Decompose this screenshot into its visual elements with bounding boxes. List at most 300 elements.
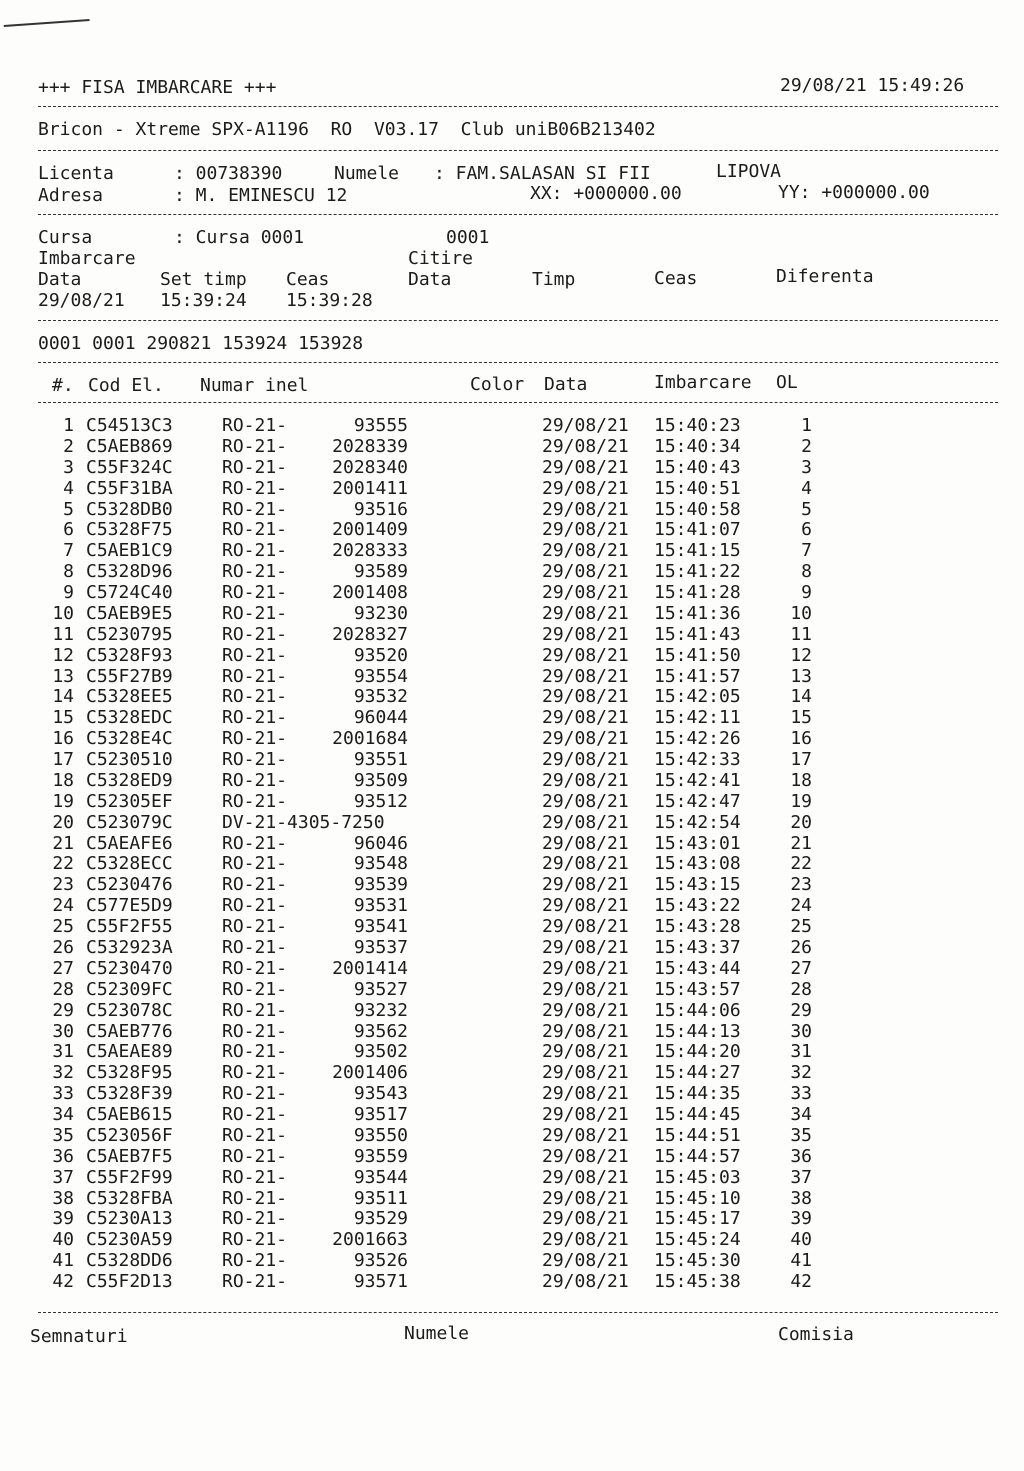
data-value: 29/08/21: [38, 290, 125, 311]
table-row: [0, 770, 1024, 791]
row-cod-el: C523079C: [86, 812, 173, 833]
row-index: 38: [52, 1188, 74, 1209]
row-ol: 27: [790, 958, 812, 979]
row-cod-el: C5230470: [86, 958, 173, 979]
row-cod-el: C54513C3: [86, 415, 173, 436]
row-date: 29/08/21: [542, 1000, 629, 1021]
row-ol: 42: [790, 1271, 812, 1292]
row-index: 10: [52, 603, 74, 624]
row-cod-el: C5328F75: [86, 519, 173, 540]
row-date: 29/08/21: [542, 1104, 629, 1125]
row-ring-number: 2001414: [332, 958, 408, 979]
row-cod-el: C523078C: [86, 1000, 173, 1021]
table-row: [0, 791, 1024, 812]
row-boarding-time: 15:43:22: [654, 895, 741, 916]
row-date: 29/08/21: [542, 1041, 629, 1062]
row-ol: 14: [790, 686, 812, 707]
row-cod-el: C5328D96: [86, 561, 173, 582]
row-boarding-time: 15:43:01: [654, 833, 741, 854]
row-ol: 15: [790, 707, 812, 728]
table-row: [0, 958, 1024, 979]
row-cod-el: C5328F93: [86, 645, 173, 666]
row-date: 29/08/21: [542, 1229, 629, 1250]
coord-xx: XX: +000000.00: [530, 183, 682, 204]
table-row: [0, 1021, 1024, 1042]
row-ring-number: 93529: [353, 1208, 408, 1229]
row-date: 29/08/21: [542, 645, 629, 666]
row-ring-number: 93517: [353, 1104, 408, 1125]
row-ring-prefix: RO-21-: [222, 937, 288, 958]
row-date: 29/08/21: [542, 1188, 629, 1209]
row-ol: 6: [801, 519, 812, 540]
table-row: [0, 436, 1024, 457]
row-cod-el: C5230795: [86, 624, 173, 645]
row-ol: 16: [790, 728, 812, 749]
row-cod-el: C55F2F55: [86, 916, 173, 937]
numele-label: Numele: [334, 163, 400, 184]
row-ring-number: 2001409: [332, 519, 408, 540]
row-ring-prefix: RO-21-: [222, 666, 288, 687]
row-ring-prefix: RO-21-: [222, 916, 288, 937]
row-date: 29/08/21: [542, 540, 629, 561]
table-row: [0, 1125, 1024, 1146]
row-ring-number: 93516: [353, 499, 408, 520]
row-ring-prefix: RO-21-: [222, 1250, 288, 1271]
row-date: 29/08/21: [542, 874, 629, 895]
row-index: 19: [52, 791, 74, 812]
row-index: 13: [52, 666, 74, 687]
row-date: 29/08/21: [542, 958, 629, 979]
table-row: [0, 1062, 1024, 1083]
row-ring-number: 93554: [353, 666, 408, 687]
table-row: [0, 707, 1024, 728]
row-boarding-time: 15:41:28: [654, 582, 741, 603]
row-date: 29/08/21: [542, 624, 629, 645]
adresa-value: : M. EMINESCU 12: [174, 185, 348, 206]
row-ring-prefix: RO-21-: [222, 958, 288, 979]
row-ring-prefix: RO-21-: [222, 1062, 288, 1083]
cursa-label: Cursa: [38, 227, 93, 248]
row-cod-el: C55F27B9: [86, 666, 173, 687]
row-date: 29/08/21: [542, 1083, 629, 1104]
row-boarding-time: 15:41:43: [654, 624, 741, 645]
row-date: 29/08/21: [542, 707, 629, 728]
row-boarding-time: 15:42:11: [654, 707, 741, 728]
row-cod-el: C532923A: [86, 937, 173, 958]
table-row: [0, 561, 1024, 582]
owner-city: LIPOVA: [716, 161, 782, 182]
row-cod-el: C5230476: [86, 874, 173, 895]
row-index: 16: [52, 728, 74, 749]
row-index: 24: [52, 895, 74, 916]
row-date: 29/08/21: [542, 666, 629, 687]
row-date: 29/08/21: [542, 1250, 629, 1271]
row-index: 5: [63, 499, 74, 520]
row-date: 29/08/21: [542, 1271, 629, 1292]
row-cod-el: C5328F39: [86, 1083, 173, 1104]
row-date: 29/08/21: [542, 1062, 629, 1083]
row-ring-prefix: RO-21-: [222, 499, 288, 520]
row-ring-prefix: RO-21-: [222, 582, 288, 603]
row-ring-prefix: RO-21-: [222, 603, 288, 624]
row-boarding-time: 15:44:06: [654, 1000, 741, 1021]
row-cod-el: C52309FC: [86, 979, 173, 1000]
row-index: 12: [52, 645, 74, 666]
licenta-label: Licenta: [38, 163, 114, 184]
coord-yy: YY: +000000.00: [778, 182, 930, 203]
row-ring-prefix: RO-21-: [222, 457, 288, 478]
row-cod-el: C55F31BA: [86, 478, 173, 499]
row-ol: 32: [790, 1062, 812, 1083]
row-ring-number: 93532: [353, 686, 408, 707]
row-ring-prefix: RO-21-: [222, 1083, 288, 1104]
row-index: 27: [52, 958, 74, 979]
row-cod-el: C5328EDC: [86, 707, 173, 728]
table-row: [0, 874, 1024, 895]
table-row: [0, 582, 1024, 603]
row-ring-number: 93502: [353, 1041, 408, 1062]
row-ol: 20: [790, 812, 812, 833]
row-date: 29/08/21: [542, 1146, 629, 1167]
table-row: [0, 833, 1024, 854]
row-ring-prefix: RO-21-: [222, 1125, 288, 1146]
row-cod-el: C523056F: [86, 1125, 173, 1146]
row-cod-el: C5AEAFE6: [86, 833, 173, 854]
row-cod-el: C5328DB0: [86, 499, 173, 520]
row-boarding-time: 15:43:15: [654, 874, 741, 895]
row-index: 40: [52, 1229, 74, 1250]
row-ol: 24: [790, 895, 812, 916]
row-ol: 12: [790, 645, 812, 666]
row-index: 29: [52, 1000, 74, 1021]
row-ol: 23: [790, 874, 812, 895]
row-date: 29/08/21: [542, 478, 629, 499]
footer-semnaturi: Semnaturi: [30, 1326, 128, 1347]
row-ring-number: 96044: [353, 707, 408, 728]
ceas-label: Ceas: [286, 269, 330, 290]
col-header-imbarcare: Imbarcare: [654, 372, 752, 393]
row-cod-el: C5230A59: [86, 1229, 173, 1250]
table-row: [0, 1188, 1024, 1209]
table-row: [0, 1208, 1024, 1229]
row-ol: 13: [790, 666, 812, 687]
row-boarding-time: 15:45:03: [654, 1167, 741, 1188]
set-timp-label: Set timp: [160, 269, 247, 290]
table-row: [0, 457, 1024, 478]
row-date: 29/08/21: [542, 770, 629, 791]
table-row: [0, 1104, 1024, 1125]
row-index: 36: [52, 1146, 74, 1167]
row-index: 2: [63, 436, 74, 457]
row-date: 29/08/21: [542, 1167, 629, 1188]
row-index: 17: [52, 749, 74, 770]
row-boarding-time: 15:45:10: [654, 1188, 741, 1209]
row-boarding-time: 15:40:43: [654, 457, 741, 478]
row-ring-number: 93544: [353, 1167, 408, 1188]
row-cod-el: C5AEAE89: [86, 1041, 173, 1062]
row-ring-prefix: RO-21-: [222, 874, 288, 895]
table-row: [0, 1229, 1024, 1250]
row-cod-el: C5328ED9: [86, 770, 173, 791]
row-index: 23: [52, 874, 74, 895]
code-line: 0001 0001 290821 153924 153928: [38, 333, 364, 354]
row-ol: 35: [790, 1125, 812, 1146]
row-ring-prefix: RO-21-: [222, 624, 288, 645]
row-ring-prefix: RO-21-: [222, 1021, 288, 1042]
row-index: 20: [52, 812, 74, 833]
row-boarding-time: 15:42:26: [654, 728, 741, 749]
row-index: 37: [52, 1167, 74, 1188]
row-index: 7: [63, 540, 74, 561]
adresa-label: Adresa: [38, 185, 104, 206]
print-timestamp: 29/08/21 15:49:26: [780, 75, 965, 96]
row-date: 29/08/21: [542, 519, 629, 540]
citire-data-label: Data: [408, 269, 452, 290]
row-ring-prefix: RO-21-: [222, 707, 288, 728]
row-ol: 22: [790, 853, 812, 874]
row-cod-el: C577E5D9: [86, 895, 173, 916]
row-ol: 18: [790, 770, 812, 791]
row-cod-el: C5AEB9E5: [86, 603, 173, 624]
row-index: 14: [52, 686, 74, 707]
row-ol: 38: [790, 1188, 812, 1209]
row-date: 29/08/21: [542, 415, 629, 436]
col-header-data: Data: [544, 374, 588, 395]
separator-line: [38, 214, 998, 215]
row-ol: 10: [790, 603, 812, 624]
row-boarding-time: 15:44:20: [654, 1041, 741, 1062]
col-header-color: Color: [470, 374, 525, 395]
row-ring-number: 2001406: [332, 1062, 408, 1083]
row-cod-el: C5328F95: [86, 1062, 173, 1083]
cursa-code: 0001: [446, 227, 490, 248]
row-boarding-time: 15:45:38: [654, 1271, 741, 1292]
row-ring-number: 2028339: [332, 436, 408, 457]
row-ring-number: 2001663: [332, 1229, 408, 1250]
row-cod-el: C55F324C: [86, 457, 173, 478]
row-boarding-time: 15:41:36: [654, 603, 741, 624]
row-index: 31: [52, 1041, 74, 1062]
row-index: 26: [52, 937, 74, 958]
row-date: 29/08/21: [542, 1208, 629, 1229]
footer-comisia: Comisia: [778, 1324, 854, 1345]
row-index: 34: [52, 1104, 74, 1125]
row-ol: 9: [801, 582, 812, 603]
row-cod-el: C55F2D13: [86, 1271, 173, 1292]
row-ring-number: 2001684: [332, 728, 408, 749]
row-ring-number: 93548: [353, 853, 408, 874]
row-index: 1: [63, 415, 74, 436]
row-index: 9: [63, 582, 74, 603]
row-index: 28: [52, 979, 74, 1000]
col-header-inel: Numar inel: [200, 375, 309, 396]
row-cod-el: C5AEB615: [86, 1104, 173, 1125]
table-row: [0, 478, 1024, 499]
separator-line: [38, 150, 998, 151]
row-index: 21: [52, 833, 74, 854]
row-date: 29/08/21: [542, 749, 629, 770]
row-ring-number: 93232: [353, 1000, 408, 1021]
footer-numele: Numele: [404, 1323, 470, 1344]
row-date: 29/08/21: [542, 1021, 629, 1042]
row-index: 33: [52, 1083, 74, 1104]
row-ring-number: 93543: [353, 1083, 408, 1104]
row-boarding-time: 15:44:13: [654, 1021, 741, 1042]
row-ring-prefix: RO-21-: [222, 519, 288, 540]
row-ol: 17: [790, 749, 812, 770]
row-ol: 26: [790, 937, 812, 958]
diferenta-label: Diferenta: [776, 266, 874, 287]
row-ring-number: 2028333: [332, 540, 408, 561]
row-ol: 21: [790, 833, 812, 854]
row-ol: 1: [801, 415, 812, 436]
data-label: Data: [38, 269, 82, 290]
imbarcare-label: Imbarcare: [38, 248, 136, 269]
row-cod-el: C5230A13: [86, 1208, 173, 1229]
row-ol: 19: [790, 791, 812, 812]
row-ring-number: 93550: [353, 1125, 408, 1146]
table-row: [0, 895, 1024, 916]
row-boarding-time: 15:40:34: [654, 436, 741, 457]
row-boarding-time: 15:41:15: [654, 540, 741, 561]
row-boarding-time: 15:45:17: [654, 1208, 741, 1229]
col-header-ol: OL: [776, 372, 798, 393]
row-date: 29/08/21: [542, 937, 629, 958]
row-boarding-time: 15:41:57: [654, 666, 741, 687]
row-ring-prefix: RO-21-: [222, 1146, 288, 1167]
row-index: 8: [63, 561, 74, 582]
row-ol: 3: [801, 457, 812, 478]
row-ring-prefix: RO-21-: [222, 1104, 288, 1125]
row-date: 29/08/21: [542, 499, 629, 520]
row-boarding-time: 15:40:58: [654, 499, 741, 520]
row-boarding-time: 15:43:57: [654, 979, 741, 1000]
row-index: 11: [52, 624, 74, 645]
row-index: 42: [52, 1271, 74, 1292]
row-cod-el: C55F2F99: [86, 1167, 173, 1188]
row-cod-el: C5AEB869: [86, 436, 173, 457]
row-ring-number: 93526: [353, 1250, 408, 1271]
row-ring-prefix: RO-21-: [222, 436, 288, 457]
table-row: [0, 916, 1024, 937]
numele-value: : FAM.SALASAN SI FII: [434, 163, 651, 184]
row-ring-number: 93559: [353, 1146, 408, 1167]
row-ring-prefix: RO-21-: [222, 1000, 288, 1021]
row-ring-prefix: RO-21-: [222, 561, 288, 582]
row-index: 4: [63, 478, 74, 499]
row-cod-el: C52305EF: [86, 791, 173, 812]
row-index: 41: [52, 1250, 74, 1271]
table-row: [0, 812, 1024, 833]
table-row: [0, 1250, 1024, 1271]
row-ring-prefix: RO-21-: [222, 415, 288, 436]
row-ring-prefix: RO-21-: [222, 540, 288, 561]
row-cod-el: C5328DD6: [86, 1250, 173, 1271]
row-boarding-time: 15:45:30: [654, 1250, 741, 1271]
row-boarding-time: 15:44:27: [654, 1062, 741, 1083]
row-date: 29/08/21: [542, 979, 629, 1000]
row-ring-prefix: RO-21-: [222, 1271, 288, 1292]
row-boarding-time: 15:42:47: [654, 791, 741, 812]
row-ol: 33: [790, 1083, 812, 1104]
table-row: [0, 979, 1024, 1000]
table-row: [0, 499, 1024, 520]
cursa-value: : Cursa 0001: [174, 227, 305, 248]
row-ring-number: 93555: [353, 415, 408, 436]
row-ring-prefix: RO-21-: [222, 1229, 288, 1250]
row-cod-el: C5328EE5: [86, 686, 173, 707]
row-boarding-time: 15:43:37: [654, 937, 741, 958]
row-index: 35: [52, 1125, 74, 1146]
table-row: [0, 603, 1024, 624]
row-ring-prefix: RO-21-: [222, 853, 288, 874]
row-boarding-time: 15:40:51: [654, 478, 741, 499]
separator-line: [38, 106, 998, 107]
row-ol: 4: [801, 478, 812, 499]
col-header-cod: Cod El.: [88, 375, 164, 396]
table-row: [0, 686, 1024, 707]
row-ring-prefix: RO-21-: [222, 1208, 288, 1229]
separator-line: [38, 320, 998, 321]
row-boarding-time: 15:43:28: [654, 916, 741, 937]
row-ol: 2: [801, 436, 812, 457]
row-ring-number: 2001408: [332, 582, 408, 603]
row-cod-el: C5AEB7F5: [86, 1146, 173, 1167]
row-boarding-time: 15:43:08: [654, 853, 741, 874]
row-index: 22: [52, 853, 74, 874]
ceas2-label: Ceas: [654, 268, 698, 289]
citire-label: Citire: [408, 248, 474, 269]
col-header-index: #.: [52, 375, 74, 396]
row-cod-el: C5AEB776: [86, 1021, 173, 1042]
row-ring-prefix: DV-21-4305-7250: [222, 812, 385, 833]
row-ring-number: 93551: [353, 749, 408, 770]
table-row: [0, 1000, 1024, 1021]
row-date: 29/08/21: [542, 895, 629, 916]
row-ring-number: 2028327: [332, 624, 408, 645]
row-ol: 34: [790, 1104, 812, 1125]
row-date: 29/08/21: [542, 728, 629, 749]
row-index: 25: [52, 916, 74, 937]
row-ring-prefix: RO-21-: [222, 1167, 288, 1188]
row-boarding-time: 15:40:23: [654, 415, 741, 436]
row-ring-number: 93527: [353, 979, 408, 1000]
row-ring-number: 96046: [353, 833, 408, 854]
row-index: 39: [52, 1208, 74, 1229]
row-cod-el: C5AEB1C9: [86, 540, 173, 561]
row-date: 29/08/21: [542, 436, 629, 457]
table-row: [0, 666, 1024, 687]
sheet-title: +++ FISA IMBARCARE +++: [38, 77, 277, 98]
row-ol: 30: [790, 1021, 812, 1042]
row-index: 18: [52, 770, 74, 791]
row-ring-prefix: RO-21-: [222, 686, 288, 707]
row-boarding-time: 15:42:54: [654, 812, 741, 833]
row-date: 29/08/21: [542, 686, 629, 707]
row-boarding-time: 15:44:51: [654, 1125, 741, 1146]
row-boarding-time: 15:41:22: [654, 561, 741, 582]
row-boarding-time: 15:42:05: [654, 686, 741, 707]
ceas-value: 15:39:28: [286, 290, 373, 311]
row-ring-number: 93520: [353, 645, 408, 666]
row-ring-number: 93512: [353, 791, 408, 812]
row-index: 32: [52, 1062, 74, 1083]
row-ol: 39: [790, 1208, 812, 1229]
separator-line: [38, 402, 998, 403]
set-timp-value: 15:39:24: [160, 290, 247, 311]
table-row: [0, 624, 1024, 645]
row-ring-number: 93509: [353, 770, 408, 791]
